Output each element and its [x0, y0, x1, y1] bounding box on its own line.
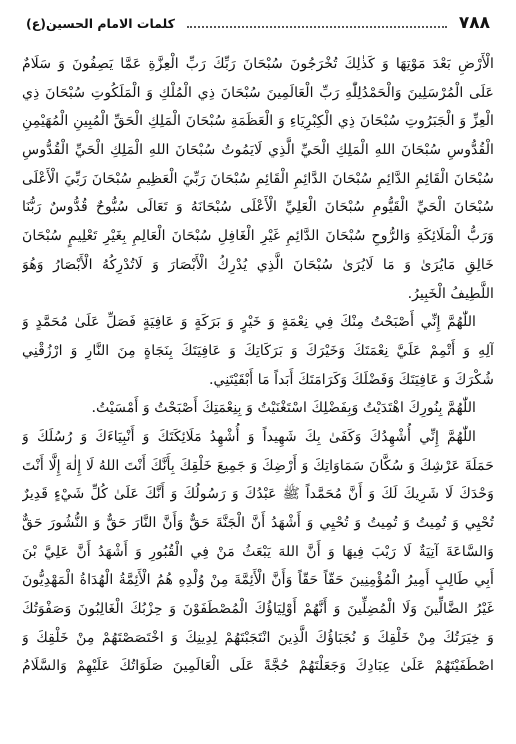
text-line: اصْطَفَيْتَهُمْ عَلَىٰ عِبَادِكَ وَجَعَلْتَهُمْ حُجَّةً عَلَى الْعَالَمِينَ صَلَوَاتُكَ عَلَيْهِمْ وَالسَّلَامُ — [22, 658, 494, 675]
text-line: آلِهِ وَ أَتْمِمْ عَلَيَّ نِعْمَتَكَ وَخَيْرَكَ وَ بَرَكَاتِكَ وَ عَافِيَتَكَ بِنَجَاةٍ مِنَ النَّارِ وَ ارْزُقْنِي — [22, 342, 494, 359]
page-header — [26, 10, 490, 36]
text-line: اللّٰهُمَّ إِنِّي أُشْهِدُكَ وَكَفَىٰ بِكَ شَهِيداً وَ أُشْهِدُ مَلَائِكَتَكَ وَ أَنْبِيَاءَكَ وَ رُسُلَكَ وَ — [22, 428, 476, 445]
text-line: أَبِي طَالِبٍ أَمِيرُ الْمُؤْمِنِينَ حَقّاً حَقّاً وَأَنَّ الْأَئِمَّةَ مِنْ وُلْدِهِ هُمُ الْأَئِمَّةُ الْهُدَاةُ الْمَهْدِيُّونَ — [22, 572, 494, 589]
text-line: سُبْحَانَ الْحَيِّ الْقَيُّومِ سُبْحَانَ الْعَلِيِّ الْأَعْلَى سُبْحَانَهُ وَ تَعَالَى سُبُّوحٌ قُدُّوسٌ رَبُّنَا — [22, 199, 494, 216]
header-dotted-leader — [187, 26, 447, 28]
text-line: الْعِزِّ وَ الْجَبَرُوتِ سُبْحَانَ ذِي الْكِبْرِيَاءِ وَ الْعَظَمَةِ سُبْحَانَ الْمَلِكِ الْحَقِّ الْمُبِينِ الْمُهَيْمِنِ — [22, 113, 494, 130]
text-line: خَالِقِ مَايُرَىٰ وَ مَا لَايُرَىٰ سُبْحَانَ الَّذِي يُدْرِكُ الْأَبْصَارَ وَ لَاتُدْرِكُهُ الْأَبْصَارُ وَهُوَ — [22, 256, 494, 273]
text-line: سُبْحَانَ الْقَائِمِ الدَّائِمِ سُبْحَانَ الدَّائِمِ الْقَائِمِ سُبْحَانَ رَبِّيَ الْعَظِيمِ سُبْحَانَ رَبِّيَ الْأَعْلَى — [22, 170, 494, 187]
text-line: اللّٰهُمَّ بِنُورِكَ اهْتَدَيْتُ وَبِفَضْلِكَ اسْتَغْنَيْتُ وَ بِنِعْمَتِكَ أَصْبَحْتُ وَ أَمْسَيْتُ. — [91, 400, 476, 417]
text-line: اللَّطِيفُ الْخَبِيرُ. — [407, 285, 494, 302]
text-line: الْأَرْضِ بَعْدَ مَوْتِهَا وَ كَذٰلِكَ تُخْرَجُونَ سُبْحَانَ رَبِّكَ رَبِّ الْعِزَّةِ عَمَّا يَصِفُونَ وَ سَلَامٌ — [22, 56, 494, 72]
text-line: شُكْرَكَ وَ عَافِيَتَكَ وَفَضْلَكَ وَكَرَامَتَكَ أَبَداً مَا أَبْقَيْتَنِي. — [208, 371, 494, 388]
text-line: حَمَلَةَ عَرْشِكَ وَ سُكَّانَ سَمَاوَاتِكَ وَ أَرْضِكَ وَ جَمِيعَ خَلْقِكَ بِأَنَّكَ أَنْتَ اللهُ لَا إِلٰهَ إِلَّا أَنْتَ — [22, 457, 494, 474]
text-line: وَالسَّاعَةَ آتِيَةٌ لَا رَيْبَ فِيهَا وَ أَنَّ اللهَ يَبْعَثُ مَنْ فِي الْقُبُورِ وَ أَشْهَدُ أَنَّ عَلِيَّ بْنَ — [22, 543, 494, 560]
page-body-text — [22, 50, 494, 730]
text-line: تُحْيِي وَ تُمِيتُ وَ تُمِيتُ وَ تُحْيِي وَ أَشْهَدُ أَنَّ الْجَنَّةَ حَقٌّ وَأَنَّ النَّارَ حَقٌّ وَ النُّشُورَ حَقٌّ — [22, 515, 494, 531]
text-line: الْقُدُّوسِ سُبْحَانَ اللهِ الْمَلِكِ الْحَيِّ الَّذِي لَايَمُوتُ سُبْحَانَ اللهِ الْمَلِكِ الْحَيِّ الْقُدُّوسِ — [22, 142, 494, 159]
text-line: غَيْرُ الضَّالِّينَ وَلَا الْمُضِلِّينَ وَ أَنَّهُمْ أَوْلِيَاؤُكَ الْمُصْطَفَوْنَ وَ حِزْبُكَ الْغَالِبُونَ وَصَفْوَتُكَ — [22, 601, 494, 618]
text-line: عَلَى الْمُرْسَلِينَ وَالْحَمْدُلِلّٰهِ رَبِّ الْعَالَمِينَ سُبْحَانَ ذِي الْمُلْكِ وَ الْمَلَكُوتِ سُبْحَانَ ذِي — [22, 84, 494, 101]
text-line: اللّٰهُمَّ إِنِّي أَصْبَحْتُ مِنْكَ فِي نِعْمَةٍ وَ خَيْرٍ وَ بَرَكَةٍ وَ عَافِيَةٍ فَصَلِّ عَلَىٰ مُحَمَّدٍ وَ — [22, 314, 476, 331]
text-line: وَ خِيَرَتُكَ مِنْ خَلْقِكَ وَ نُجَبَاؤُكَ الَّذِينَ انْتَجَبْتَهُمْ لِدِينِكَ وَ اخْتَصَصْتَهُمْ مِنْ خَلْقِكَ وَ — [22, 629, 494, 646]
running-title: كلمات الامام الحسين(ع) — [26, 15, 175, 31]
text-line: وَرَبُّ الْمَلَائِكَةِ وَالرُّوحِ سُبْحَانَ الدَّائِمِ غَيْرِ الْغَافِلِ سُبْحَانَ الْعَالِمِ بِغَيْرِ تَعْلِيمٍ سُبْحَانَ — [22, 228, 494, 245]
page-number: ٧٨٨ — [458, 13, 490, 33]
text-line: وَحْدَكَ لَا شَرِيكَ لَكَ وَ أَنَّ مُحَمَّداً ﷺ عَبْدُكَ وَ رَسُولُكَ وَ أَنَّكَ عَلَىٰ كُلِّ شَيْءٍ قَدِيرٌ — [22, 486, 494, 503]
